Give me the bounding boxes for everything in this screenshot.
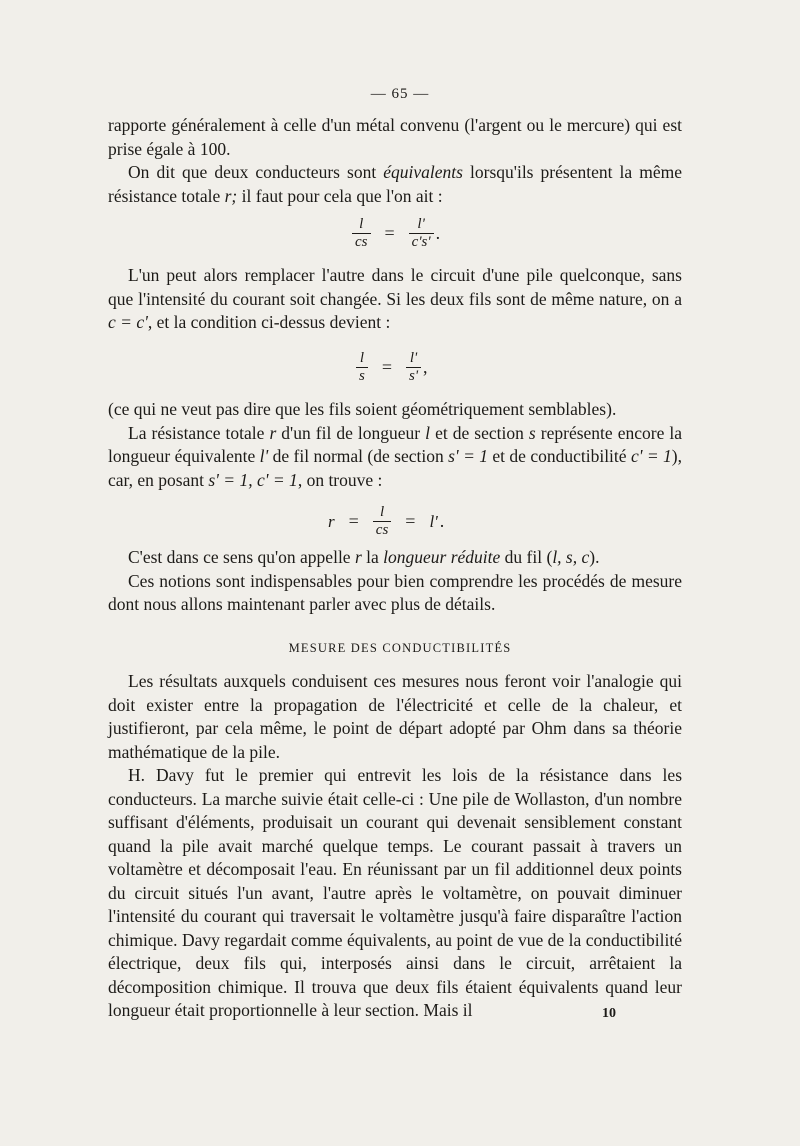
paragraph xyxy=(108,161,682,208)
text-run: L'un peut alors remplacer l'autre dans le circuit d'une pile quelconque, sans que l'intensité du courant soit changée. Si les deux fils sont de même nature, on a xyxy=(108,265,682,309)
paragraph: (ce qui ne veut pas dire que les fils soient géométriquement semblables). xyxy=(108,399,617,419)
text-run: C'est dans ce sens qu'on appelle xyxy=(128,547,355,567)
text-block-4 xyxy=(108,546,682,617)
emphasis-longueur-reduite: longueur réduite xyxy=(383,547,501,567)
text-run: On dit que deux conducteurs sont xyxy=(128,162,384,182)
text-block-3 xyxy=(108,398,682,492)
signature-mark: 10 xyxy=(602,1006,616,1021)
paragraph: H. Davy fut le premier qui entrevit les lois de la résistance dans les conducteurs. La marche suivie était celle-ci : Une pile de Wollaston, d'un nombre suffisant d'éléments, produisait un courant qui devenait sensiblement constant quand la pile avait marché quelque temps. Le courant passait à travers un voltamètre et décomposait l'eau. En réunissant par un fil additionnel deux points du circuit situés l'un avant, l'autre après le voltamètre, on pouvait diminuer l'intensité du courant qui traversait le voltamètre jusqu'à faire disparaître l'action chimique. Davy regardait comme équivalents, au point de vue de la conductibilité électrique, deux fils qui, interposés ainsi dans le circuit, arrêtaient la décomposition chimique. Il trouva que deux fils étaient équivalents quand leur longueur était proportionnelle à leur section. Mais il xyxy=(108,765,682,1020)
text-run: du fil ( xyxy=(500,547,553,567)
text-run: et de section xyxy=(430,422,529,443)
denominator: c's' xyxy=(409,233,434,251)
math-inline: s' = 1, c' = 1 xyxy=(208,469,298,490)
punctuation: , xyxy=(423,357,428,377)
equals-sign: = xyxy=(384,223,395,243)
denominator: cs xyxy=(373,521,392,539)
paragraph: Ces notions sont indispensables pour bien comprendre les procédés de mesure dont nous allons maintenant parler avec plus de détails. xyxy=(108,570,682,614)
paragraph: Les résultats auxquels conduisent ces mesures nous feront voir l'analogie qui doit exister entre la propagation de l'électricité et celle de la chaleur, et justifieront, par cela même, le point de départ adopté par Ohm dans sa théorie mathématique de la pile. xyxy=(108,671,682,762)
numerator: l xyxy=(359,350,364,366)
text-run: , on trouve : xyxy=(297,469,383,490)
numerator: l xyxy=(379,504,385,520)
math-var: r xyxy=(269,422,277,443)
equation-3 xyxy=(328,504,444,539)
math-var: l xyxy=(425,422,431,443)
denominator: s' xyxy=(406,367,421,385)
math-var: r xyxy=(328,511,335,531)
fraction xyxy=(409,216,434,251)
punctuation: . xyxy=(439,511,445,531)
paragraph xyxy=(108,422,682,493)
equation-1 xyxy=(352,216,440,251)
section-heading: MESURE DES CONDUCTIBILITÉS xyxy=(288,641,512,655)
text-block-1 xyxy=(108,114,682,208)
text-run: La résistance totale xyxy=(128,422,270,443)
text-run: de fil normal (de section xyxy=(268,446,449,466)
fraction xyxy=(352,216,371,251)
numerator: l' xyxy=(417,216,425,232)
equation-2 xyxy=(356,350,428,385)
math-var: l' xyxy=(429,511,438,531)
text-run: et de conductibilité xyxy=(488,446,631,466)
fraction xyxy=(406,350,421,385)
emphasis-equivalents: équivalents xyxy=(383,162,463,182)
text-run: ), car, en posant xyxy=(108,446,682,490)
fraction xyxy=(373,504,392,539)
paragraph xyxy=(108,546,682,570)
equals-sign: = xyxy=(348,511,359,531)
equals-sign: = xyxy=(405,511,416,531)
math-var: r; xyxy=(224,185,238,206)
math-inline: s' = 1 xyxy=(448,446,489,466)
math-var: r xyxy=(354,547,362,567)
text-run: il faut pour cela que l'on ait : xyxy=(237,185,443,206)
text-run: représente encore la longueur équivalente xyxy=(108,422,683,466)
text-run: lorsqu'ils présentent la même résistance totale xyxy=(108,162,682,206)
fraction xyxy=(356,350,368,385)
text-run: ). xyxy=(589,547,600,567)
denominator: cs xyxy=(352,233,371,251)
text-run: d'un fil de longueur xyxy=(276,422,426,443)
text-run: , et la condition ci-dessus devient : xyxy=(147,312,391,332)
math-inline: l, s, c xyxy=(552,547,590,567)
text-block-5 xyxy=(108,670,682,1023)
math-var: l' xyxy=(259,446,269,466)
punctuation: . xyxy=(435,223,441,243)
paragraph xyxy=(108,264,682,335)
page-number: — 65 — xyxy=(370,86,430,102)
math-inline: c' = 1 xyxy=(630,446,672,466)
math-inline: c = c' xyxy=(108,312,148,332)
equals-sign: = xyxy=(381,357,392,377)
text-run: la xyxy=(361,547,384,567)
math-var: s xyxy=(528,422,536,443)
denominator: s xyxy=(356,367,368,385)
text-block-2 xyxy=(108,264,682,335)
numerator: l' xyxy=(409,350,418,366)
paragraph: rapporte généralement à celle d'un métal convenu (l'argent ou le mercure) qui est prise égale à 100. xyxy=(108,115,682,159)
numerator: l xyxy=(359,216,364,232)
